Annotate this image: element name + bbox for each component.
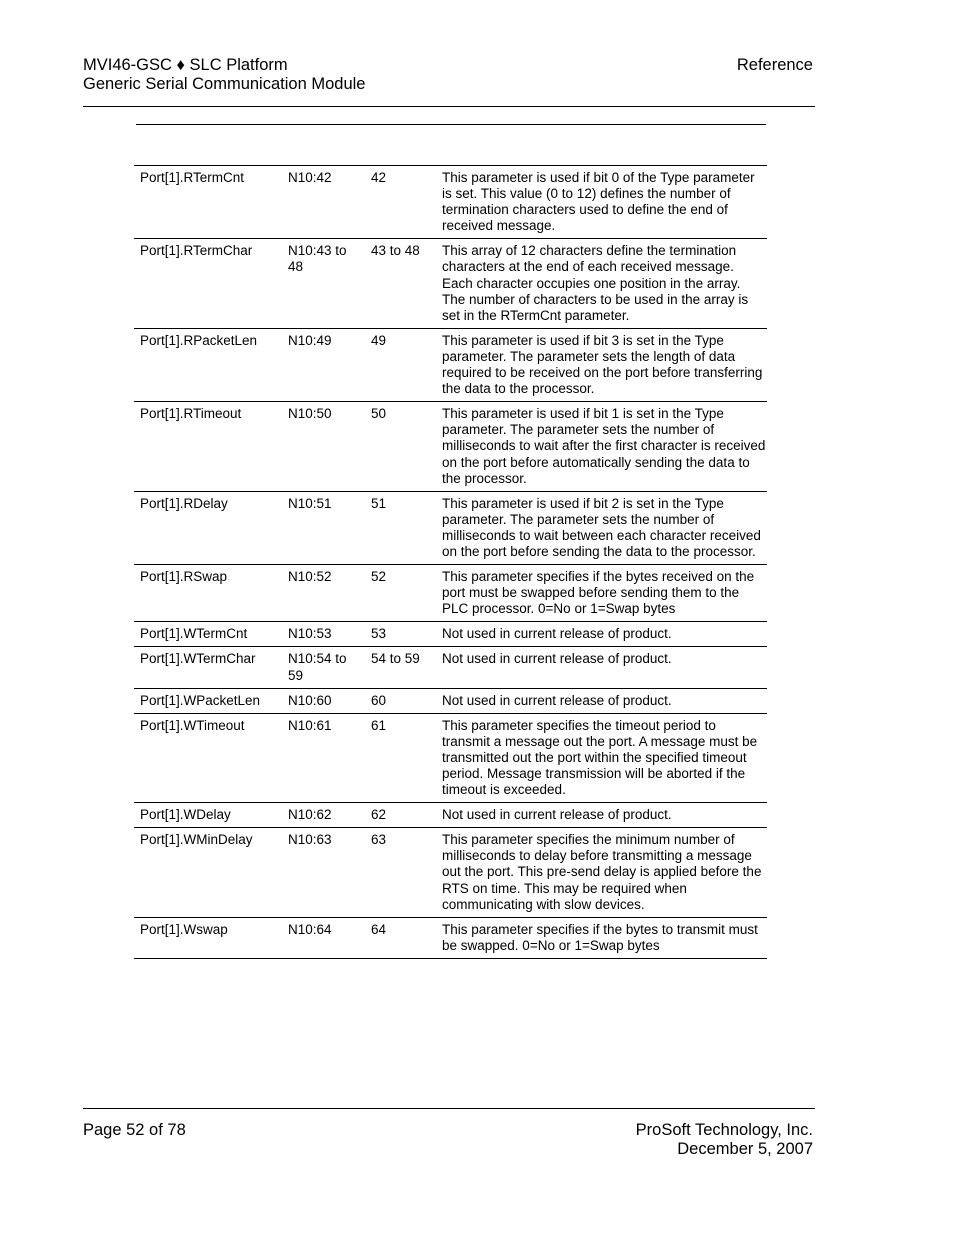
- parameter-address: N10:64: [282, 917, 365, 958]
- page-number: Page 52 of 78: [83, 1121, 186, 1139]
- parameter-name: Port[1].RDelay: [134, 491, 282, 564]
- parameter-description: This parameter specifies the timeout period to transmit a message out the port. A message must be transmitted out the port within the specified timeout period. Message transmission will be aborted if the timeout is exceeded.: [436, 713, 767, 802]
- parameter-description: This parameter is used if bit 3 is set in the Type parameter. The parameter sets the length of data required to be received on the port before transferring the data to the processor.: [436, 328, 767, 401]
- parameter-description: This parameter is used if bit 2 is set in the Type parameter. The parameter sets the number of milliseconds to wait between each character received on the port before sending the data to the processor.: [436, 491, 767, 564]
- table-row: [134, 828, 767, 917]
- parameter-offset: 43 to 48: [365, 239, 436, 328]
- parameter-name: Port[1].RSwap: [134, 565, 282, 622]
- parameter-offset: 50: [365, 402, 436, 491]
- parameter-table: [134, 165, 767, 959]
- parameter-name: Port[1].RPacketLen: [134, 328, 282, 401]
- parameter-name: Port[1].RTimeout: [134, 402, 282, 491]
- header-section: Reference: [736, 56, 813, 74]
- parameter-address: N10:61: [282, 713, 365, 802]
- table-row: [134, 328, 767, 401]
- parameter-description: This array of 12 characters define the termination characters at the end of each received message. Each character occupies one position in the array. The number of characters to be used in the array is set in the RTermCnt parameter.: [436, 239, 767, 328]
- parameter-name: Port[1].RTermCnt: [134, 166, 282, 239]
- parameter-table-body: [134, 166, 767, 959]
- parameter-address: N10:49: [282, 328, 365, 401]
- parameter-name: Port[1].Wswap: [134, 917, 282, 958]
- parameter-description: This parameter specifies if the bytes to transmit must be swapped. 0=No or 1=Swap bytes: [436, 917, 767, 958]
- parameter-offset: 62: [365, 803, 436, 828]
- company-name: ProSoft Technology, Inc.: [635, 1121, 813, 1139]
- header-module-name: Generic Serial Communication Module: [83, 75, 366, 93]
- parameter-offset: 53: [365, 622, 436, 647]
- parameter-description: Not used in current release of product.: [436, 622, 767, 647]
- table-row: [134, 565, 767, 622]
- parameter-offset: 61: [365, 713, 436, 802]
- document-date: December 5, 2007: [677, 1140, 813, 1158]
- parameter-description: This parameter is used if bit 0 of the Type parameter is set. This value (0 to 12) defines the number of termination characters used to define the end of received message.: [436, 166, 767, 239]
- parameter-offset: 64: [365, 917, 436, 958]
- parameter-description: This parameter specifies the minimum number of milliseconds to delay before transmitting a message out the port. This pre-send delay is applied before the RTS on time. This may be required when communicating with slow devices.: [436, 828, 767, 917]
- parameter-address: N10:43 to 48: [282, 239, 365, 328]
- parameter-address: N10:63: [282, 828, 365, 917]
- parameter-name: Port[1].WDelay: [134, 803, 282, 828]
- parameter-offset: 63: [365, 828, 436, 917]
- parameter-address: N10:54 to 59: [282, 647, 365, 688]
- table-row: [134, 622, 767, 647]
- parameter-description: Not used in current release of product.: [436, 647, 767, 688]
- table-row: [134, 647, 767, 688]
- parameter-description: This parameter is used if bit 1 is set in the Type parameter. The parameter sets the number of milliseconds to wait after the first character is received on the port before automatically sending the data to the processor.: [436, 402, 767, 491]
- parameter-offset: 52: [365, 565, 436, 622]
- header-product-line: MVI46-GSC ♦ SLC Platform: [83, 56, 288, 74]
- table-row: [134, 803, 767, 828]
- parameter-name: Port[1].WPacketLen: [134, 688, 282, 713]
- table-row: [134, 402, 767, 491]
- parameter-offset: 51: [365, 491, 436, 564]
- table-row: [134, 239, 767, 328]
- table-row: [134, 688, 767, 713]
- table-row: [134, 917, 767, 958]
- table-row: [134, 166, 767, 239]
- parameter-description: Not used in current release of product.: [436, 688, 767, 713]
- parameter-description: Not used in current release of product.: [436, 803, 767, 828]
- table-top-rule: [136, 124, 766, 125]
- parameter-description: This parameter specifies if the bytes received on the port must be swapped before sending them to the PLC processor. 0=No or 1=Swap bytes: [436, 565, 767, 622]
- parameter-address: N10:60: [282, 688, 365, 713]
- parameter-address: N10:51: [282, 491, 365, 564]
- parameter-offset: 42: [365, 166, 436, 239]
- page-footer: [83, 1108, 815, 1158]
- page-header: [83, 56, 815, 107]
- parameter-name: Port[1].WTimeout: [134, 713, 282, 802]
- parameter-name: Port[1].WTermCnt: [134, 622, 282, 647]
- parameter-offset: 60: [365, 688, 436, 713]
- table-row: [134, 713, 767, 802]
- parameter-address: N10:62: [282, 803, 365, 828]
- parameter-name: Port[1].RTermChar: [134, 239, 282, 328]
- footer-info: [636, 1121, 813, 1159]
- parameter-name: Port[1].WTermChar: [134, 647, 282, 688]
- parameter-address: N10:42: [282, 166, 365, 239]
- parameter-offset: 54 to 59: [365, 647, 436, 688]
- parameter-offset: 49: [365, 328, 436, 401]
- parameter-address: N10:52: [282, 565, 365, 622]
- header-title-block: [83, 56, 365, 94]
- table-row: [134, 491, 767, 564]
- parameter-address: N10:53: [282, 622, 365, 647]
- parameter-name: Port[1].WMinDelay: [134, 828, 282, 917]
- parameter-address: N10:50: [282, 402, 365, 491]
